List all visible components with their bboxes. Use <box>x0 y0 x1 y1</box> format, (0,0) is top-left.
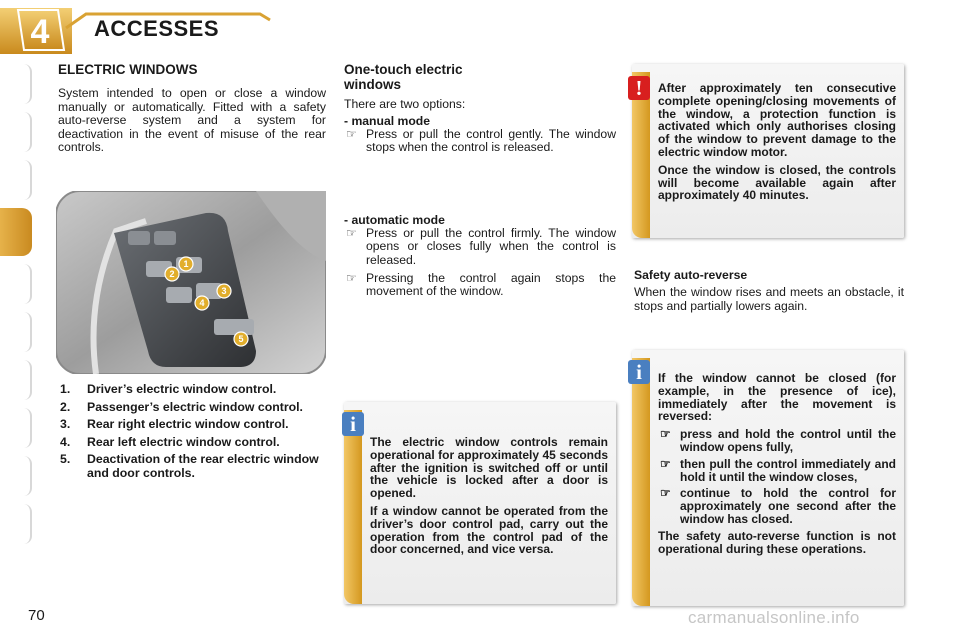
chapter-tab[interactable] <box>14 264 32 304</box>
auto-bullet: ☞ Press or pull the control firmly. The window opens or closes fully when the control is released. <box>346 226 616 267</box>
safety-heading: Safety auto-reverse <box>634 268 748 282</box>
callout-1-label: 1 <box>183 259 189 269</box>
options-intro: There are two options: <box>344 97 466 111</box>
info-box-text: If the window cannot be closed (for example, in the presence of ice), immediately after the movement is reversed: ☞ press and hold the control until the window opens fully, ☞ then pull the control immediately and hold it until the window closes, ☞ continue to hold the control for approximately one second after the window has closed. The safety auto-reverse function is not operational during these operations. <box>658 371 896 556</box>
legend-item <box>60 436 330 450</box>
callout-5-label: 5 <box>238 334 244 344</box>
legend-item <box>60 418 330 432</box>
info-bullet: ☞ then pull the control immediately and hold it until the window closes, <box>660 456 896 484</box>
chapter-tab[interactable] <box>14 160 32 200</box>
one-touch-title: One-touch electric windows <box>344 62 463 92</box>
auto-mode-heading: - automatic mode <box>344 213 445 227</box>
auto-bullet: ☞ Pressing the control again stops the movement of the window. <box>346 270 616 299</box>
callout-2-label: 2 <box>169 269 175 279</box>
watermark: carmanualsonline.info <box>688 608 860 627</box>
chapter-tab[interactable] <box>14 312 32 352</box>
chapter-tab[interactable] <box>14 360 32 400</box>
chapter-tab[interactable] <box>14 64 32 104</box>
manual-mode-heading: - manual mode <box>344 113 431 128</box>
pointing-hand-icon: ☞ <box>660 456 671 471</box>
warning-box <box>632 64 904 238</box>
chapter-tab[interactable] <box>14 456 32 496</box>
info-bullet: ☞ press and hold the control until the window opens fully, <box>660 427 896 454</box>
chapter-number: 4 <box>30 13 50 51</box>
control-legend <box>60 383 330 484</box>
door-control-photo <box>56 191 326 374</box>
legend-number: 1. <box>60 382 71 396</box>
info-box-auto-reverse <box>632 350 904 606</box>
info-bullet: ☞ continue to hold the control for approximately one second after the window has closed. <box>660 486 896 526</box>
info-icon: i <box>628 360 650 384</box>
safety-text: When the window rises and meets an obstacle, it stops and partially lowers again. <box>634 285 904 313</box>
legend-item <box>60 383 330 397</box>
legend-number: 3. <box>60 417 71 431</box>
legend-text: Driver’s electric window control. <box>87 382 277 396</box>
pointing-hand-icon: ☞ <box>346 126 357 141</box>
warning-icon: ! <box>628 76 650 100</box>
callout-3-label: 3 <box>221 286 227 296</box>
chapter-title: ACCESSES <box>94 16 220 41</box>
page-number: 70 <box>28 607 45 624</box>
legend-text: Passenger’s electric window control. <box>87 399 303 414</box>
box-accent-bar <box>344 410 362 604</box>
info-icon: i <box>342 412 364 436</box>
pointing-hand-icon: ☞ <box>660 486 671 501</box>
legend-number: 4. <box>60 434 71 449</box>
intro-paragraph: System intended to open or close a window manually or automatically. Fitted with a safety auto-reverse system and a system for deactivation in the event of misuse of the rear controls. <box>58 86 326 155</box>
pointing-hand-icon: ☞ <box>346 270 357 285</box>
chapter-tab[interactable] <box>14 112 32 152</box>
chapter-tab[interactable] <box>14 408 32 448</box>
info-box-text: The electric window controls remain operational for approximately 45 seconds after the ignition is switched off or until the vehicle is locked after a door is opened. If a window cannot be operated from the driver’s door control pad, carry out the operation from the control pad of the door concerned, and vice versa. <box>370 435 608 557</box>
legend-number: 2. <box>60 399 71 414</box>
callout-4-label: 4 <box>199 298 205 308</box>
legend-text: Rear right electric window control. <box>87 417 289 431</box>
legend-text: Rear left electric window control. <box>87 434 280 449</box>
legend-text: Deactivation of the rear electric window and door controls. <box>87 452 319 480</box>
legend-number: 5. <box>60 452 71 466</box>
chapter-tab[interactable] <box>14 504 32 544</box>
warning-box-text: After approximately ten consecutive complete opening/closing movements of the window, a protection function is activated which only authorises closing of the window to prevent damage to the electric window motor. Once the window is closed, the controls will become available again after approximately 40 minutes. <box>658 81 896 203</box>
manual-bullet: ☞ Press or pull the control gently. The window stops when the control is released. <box>346 126 616 154</box>
info-box-timeout <box>344 402 616 604</box>
section-title: ELECTRIC WINDOWS <box>58 62 198 77</box>
automatic-mode-section <box>344 213 616 303</box>
pointing-hand-icon: ☞ <box>346 226 357 240</box>
legend-item <box>60 401 330 415</box>
legend-item <box>60 453 330 480</box>
thumb-tabs <box>0 64 34 574</box>
box-accent-bar <box>632 358 650 606</box>
one-touch-section <box>344 62 616 154</box>
chapter-tab-active[interactable] <box>0 208 32 256</box>
pointing-hand-icon: ☞ <box>660 427 671 442</box>
